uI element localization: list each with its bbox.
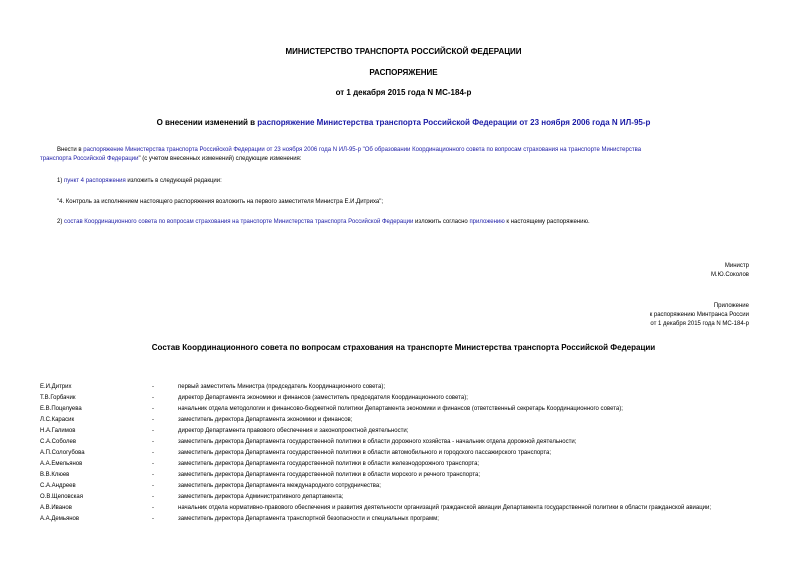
intro-text: Внести в (57, 147, 84, 153)
item-2-tail: к настоящему распоряжению. (504, 219, 590, 225)
intro-link[interactable]: распоряжение Министерства транспорта Российской Федерации от 23 ноября 2006 года N ИЛ-95-р "Об образовании Координационного совета по вопросам страхования на транспорте Министерства (83, 147, 642, 153)
signature-position: Министр (724, 263, 749, 269)
member-name: Е.В.Поцелуева (40, 406, 82, 412)
member-role: заместитель директора Департамента государственной политики в области дорожного хозяйства - начальник отдела дорожной деятельности; (178, 439, 577, 445)
member-role: заместитель директора Административного департамента; (178, 494, 344, 500)
member-name: О.В.Щеповская (40, 494, 84, 500)
table-row (40, 416, 718, 427)
member-dash: - (152, 505, 154, 511)
member-name: Л.С.Карасик (40, 417, 75, 423)
title-link[interactable]: распоряжение Министерства транспорта Российской Федерации от 23 ноября 2006 года N ИЛ-95-р (257, 118, 651, 127)
member-dash: - (152, 516, 154, 522)
table-row (40, 405, 718, 416)
composition-title: Состав Координационного совета по вопросам страхования на транспорте Министерства транспорта Российской Федерации (151, 343, 656, 352)
member-name: А.П.Сологубова (40, 450, 85, 456)
member-name: А.А.Демьянов (40, 516, 80, 522)
appendix-label: Приложение (713, 303, 749, 309)
member-role: заместитель директора Департамента международного сотрудничества; (178, 483, 381, 489)
member-dash: - (152, 483, 154, 489)
member-name: С.А.Соболев (40, 439, 77, 445)
member-name: В.В.Клюев (40, 472, 70, 478)
table-row (40, 394, 718, 405)
members-table (40, 383, 718, 526)
appendix-ref: к распоряжению Минтранса России (649, 312, 749, 318)
member-dash: - (152, 428, 154, 434)
member-name: Е.И.Дитрих (40, 384, 72, 390)
member-dash: - (152, 384, 154, 390)
appendix-link[interactable]: приложению (469, 219, 505, 225)
item-1-number: 1) (57, 178, 65, 184)
item-1-text: изложить в следующей редакции: (125, 178, 222, 184)
table-row (40, 504, 718, 515)
member-role: заместитель директора Департамента транспортной безопасности и специальных программ; (178, 516, 439, 522)
member-name: С.А.Андреев (40, 483, 76, 489)
member-dash: - (152, 417, 154, 423)
appendix-date: от 1 декабря 2015 года N МС-184-р (650, 321, 749, 327)
table-row (40, 482, 718, 493)
member-role: первый заместитель Министра (председатель Координационного совета); (178, 384, 385, 390)
member-role: заместитель директора Департамента экономики и финансов; (178, 417, 353, 423)
member-dash: - (152, 472, 154, 478)
item-2-number: 2) (57, 219, 65, 225)
table-row (40, 515, 718, 526)
member-role: начальник отдела методологии и финансово-бюджетной политики Департамента экономики и финансов (ответственный секретарь Координационного совета); (178, 406, 623, 412)
quote-text: "4. Контроль за исполнением настоящего распоряжения возложить на первого заместителя Министра Е.И.Дитриха"; (57, 199, 384, 205)
member-dash: - (152, 395, 154, 401)
intro-tail: " (с учетом внесенных изменений) следующие изменения: (138, 156, 302, 162)
item-2-text: изложить согласно (413, 219, 470, 225)
document-title (0, 118, 807, 127)
item-1 (57, 177, 222, 186)
document-type: РАСПОРЯЖЕНИЕ (369, 68, 438, 77)
member-name: Н.А.Галимов (40, 428, 76, 434)
item-2-link[interactable]: состав Координационного совета по вопросам страхования на транспорте Министерства транспорта Российской Федерации (64, 219, 414, 225)
table-row (40, 427, 718, 438)
item-1-link[interactable]: пункт 4 распоряжения (64, 178, 126, 184)
member-role: заместитель директора Департамента государственной политики в области морского и речного транспорта; (178, 472, 481, 478)
signature-name: М.Ю.Соколов (710, 272, 749, 278)
item-2 (57, 218, 590, 227)
ministry-heading: МИНИСТЕРСТВО ТРАНСПОРТА РОССИЙСКОЙ ФЕДЕРАЦИИ (285, 47, 522, 56)
intro-link-continued[interactable]: транспорта Российской Федерации (40, 156, 139, 162)
intro-paragraph-line2 (40, 155, 301, 164)
member-role: директор Департамента экономики и финансов (заместитель председателя Координационного совета); (178, 395, 468, 401)
table-row (40, 460, 718, 471)
table-row (40, 471, 718, 482)
member-dash: - (152, 494, 154, 500)
member-name: Т.В.Горбачик (40, 395, 76, 401)
member-role: директор Департамента правового обеспечения и законопроектной деятельности; (178, 428, 409, 434)
table-row (40, 449, 718, 460)
member-role: заместитель директора Департамента государственной политики в области автомобильного и городского пассажирского транспорта; (178, 450, 552, 456)
member-role: заместитель директора Департамента государственной политики в области железнодорожного транспорта; (178, 461, 480, 467)
member-dash: - (152, 450, 154, 456)
member-name: А.В.Иванов (40, 505, 72, 511)
member-dash: - (152, 439, 154, 445)
member-name: А.А.Емельянов (40, 461, 83, 467)
title-prefix: О внесении изменений в (156, 118, 258, 127)
member-dash: - (152, 461, 154, 467)
member-dash: - (152, 406, 154, 412)
intro-paragraph-line1 (57, 146, 641, 155)
table-row (40, 383, 718, 394)
document-date: от 1 декабря 2015 года N МС-184-р (335, 88, 472, 97)
table-row (40, 438, 718, 449)
table-row (40, 493, 718, 504)
member-role: начальник отдела нормативно-правового обеспечения и развития деятельности организаций гражданской авиации Департамента государственной политики в области гражданской авиации; (178, 505, 712, 511)
